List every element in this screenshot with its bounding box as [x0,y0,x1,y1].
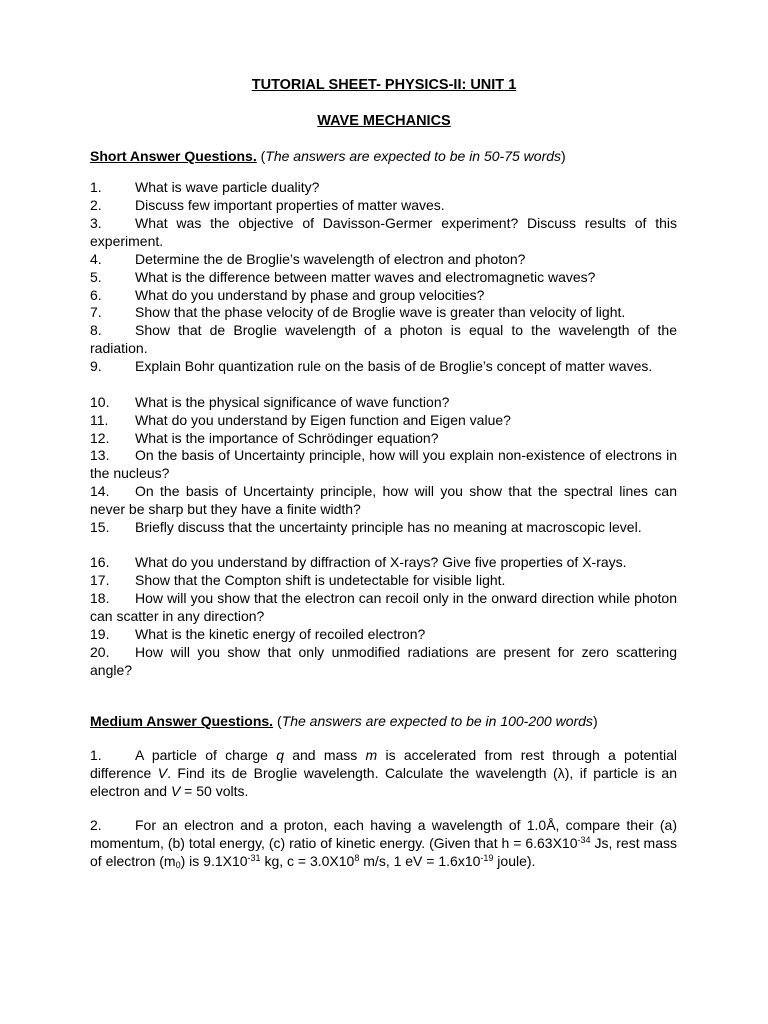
page-subtitle: WAVE MECHANICS [317,113,451,129]
list-item: 17. Show that the Compton shift is undetectable for visible light. [90,572,506,588]
list-item: 11. What do you understand by Eigen function and Eigen value? [90,412,511,428]
list-item: 2. Discuss few important properties of matter waves. [90,197,445,213]
medium-answer-note: The answers are expected to be in 100-200 words [281,713,593,729]
list-item: 7. Show that the phase velocity of de Broglie wave is greater than velocity of light. [90,304,626,320]
list-item: 4. Determine the de Broglie’s wavelength of electron and photon? [90,251,526,267]
list-item: 14. On the basis of Uncertainty principle, how will you show that the spectral lines can never be sharp but they have a finite width? [90,483,677,517]
list-item: 10. What is the physical significance of wave function? [90,394,450,410]
medium-answer-label: Medium Answer Questions. [90,713,274,729]
list-item: 1. What is wave particle duality? [90,179,320,195]
short-answer-heading: Short Answer Questions. (The answers are expected to be in 50-75 words) [90,148,566,164]
list-item: 18. How will you show that the electron can recoil only in the onward direction while photon can scatter in any direction? [90,590,677,624]
list-item: 20. How will you show that only unmodified radiations are present for zero scattering angle? [90,644,677,678]
medium-question-1: 1. A particle of charge q and mass m is accelerated from rest through a potential difference V. Find its de Broglie wavelength. Calculate the wavelength (λ), if particle is an electron and V = 50 volts. [90,747,677,799]
list-item: 19. What is the kinetic energy of recoiled electron? [90,626,426,642]
list-item: 8. Show that de Broglie wavelength of a photon is equal to the wavelength of the radiation. [90,322,677,356]
list-item: 5. What is the difference between matter waves and electromagnetic waves? [90,269,596,285]
list-item: 9. Explain Bohr quantization rule on the basis of de Broglie’s concept of matter waves. [90,358,653,374]
page-title: TUTORIAL SHEET- PHYSICS-II: UNIT 1 [251,77,517,93]
list-item: 16. What do you understand by diffraction of X-rays? Give five properties of X-rays. [90,554,627,570]
list-item: 13. On the basis of Uncertainty principle, how will you explain non-existence of electrons in the nucleus? [90,447,677,481]
list-item: 3. What was the objective of Davisson-Germer experiment? Discuss results of this experiment. [90,215,677,249]
list-item: 6. What do you understand by phase and group velocities? [90,287,485,303]
short-answer-label: Short Answer Questions. [90,148,257,164]
list-item: 15. Briefly discuss that the uncertainty principle has no meaning at macroscopic level. [90,519,642,535]
medium-answer-heading: Medium Answer Questions. (The answers are expected to be in 100-200 words) [90,713,598,729]
list-item: 12. What is the importance of Schrödinger equation? [90,430,439,446]
short-answer-note: The answers are expected to be in 50-75 words [265,148,562,164]
medium-question-2: 2. For an electron and a proton, each having a wavelength of 1.0Å, compare their (a) momentum, (b) total energy, (c) ratio of kinetic energy. (Given that $h = 6.63X10^{-34}$ Js, rest mass of electron $(m_0)$ is $9.1X10^{-31}$ kg, $c = 3.0X10^8$ m/s, 1 eV = $1.6x10^{-19}$ joule). [90,817,677,870]
